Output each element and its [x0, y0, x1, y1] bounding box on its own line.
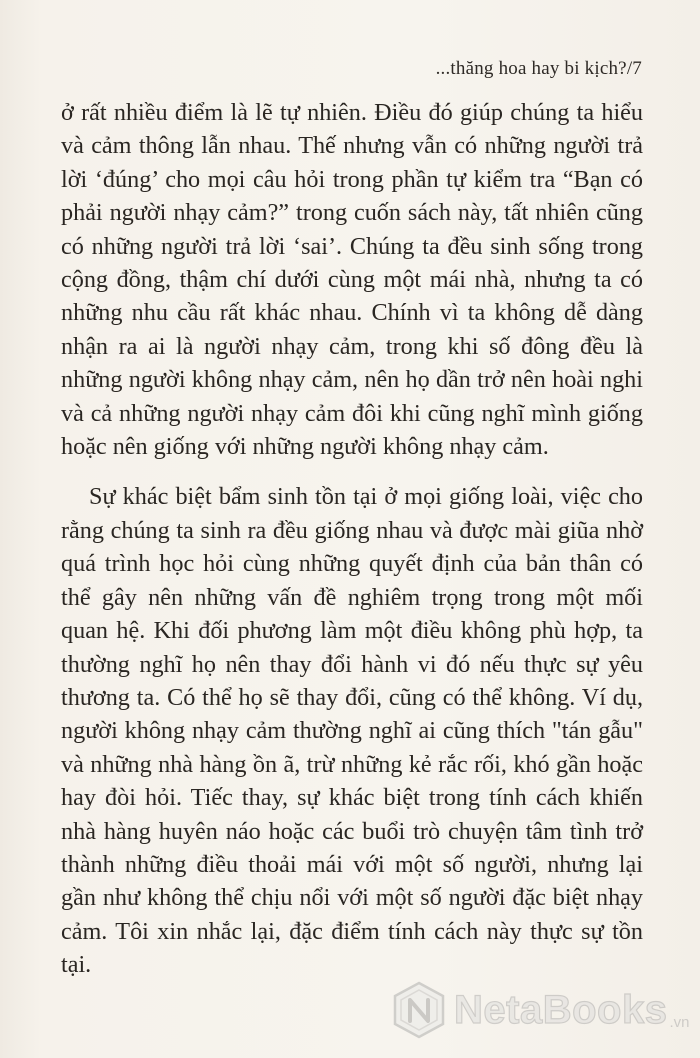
- watermark-suffix: .vn: [669, 1014, 690, 1031]
- watermark: [392, 975, 689, 1045]
- running-header: ...thăng hoa hay bi kịch?/7: [435, 58, 642, 79]
- watermark-brand: NetaBooks: [454, 988, 668, 1032]
- paragraph-2: Sự khác biệt bẩm sinh tồn tại ở mọi giống loài, việc cho rằng chúng ta sinh ra đều giống nhau và được mài giũa nhờ quá trình học hỏi cùng những quyết định của bản thân có thể gây nên những vấn đề nghiêm trọng trong một mối quan hệ. Khi đối phương làm một điều không phù hợp, ta thường nghĩ họ nên thay đổi hành vi đó nếu thực sự yêu thương ta. Có thể họ sẽ thay đổi, cũng có thể không. Ví dụ, người không nhạy cảm thường nghĩ ai cũng thích "tán gẫu" và những nhà hàng ồn ã, trừ những kẻ rắc rối, khó gần hoặc hay đòi hỏi. Tiếc thay, sự khác biệt trong tính cách khiến nhà hàng huyên náo hoặc các buổi trò chuyện tâm tình trở thành những điều thoải mái với một số người, nhưng lại gần như không thể chịu nổi với một số người đặc biệt nhạy cảm. Tôi xin nhắc lại, đặc điểm tính cách này thực sự tồn tại.: [61, 483, 643, 979]
- paragraph-1: ở rất nhiều điểm là lẽ tự nhiên. Điều đó giúp chúng ta hiểu và cảm thông lẫn nhau. Thế nhưng vẫn có những người trả lời ‘đúng’ cho mọi câu hỏi trong phần tự kiểm tra “Bạn có phải người nhạy cảm?” trong cuốn sách này, tất nhiên cũng có những người trả lời ‘sai’. Chúng ta đều sinh sống trong cộng đồng, thậm chí dưới cùng một mái nhà, nhưng ta có những nhu cầu rất khác nhau. Chính vì ta không dễ dàng nhận ra ai là người nhạy cảm, trong khi số đông đều là những người không nhạy cảm, nên họ dần trở nên hoài nghi và cả những người nhạy cảm đôi khi cũng nghĩ mình giống hoặc nên giống với những người không nhạy cảm.: [61, 99, 643, 461]
- netabooks-logo-icon: [392, 981, 446, 1039]
- body-text: [61, 96, 643, 982]
